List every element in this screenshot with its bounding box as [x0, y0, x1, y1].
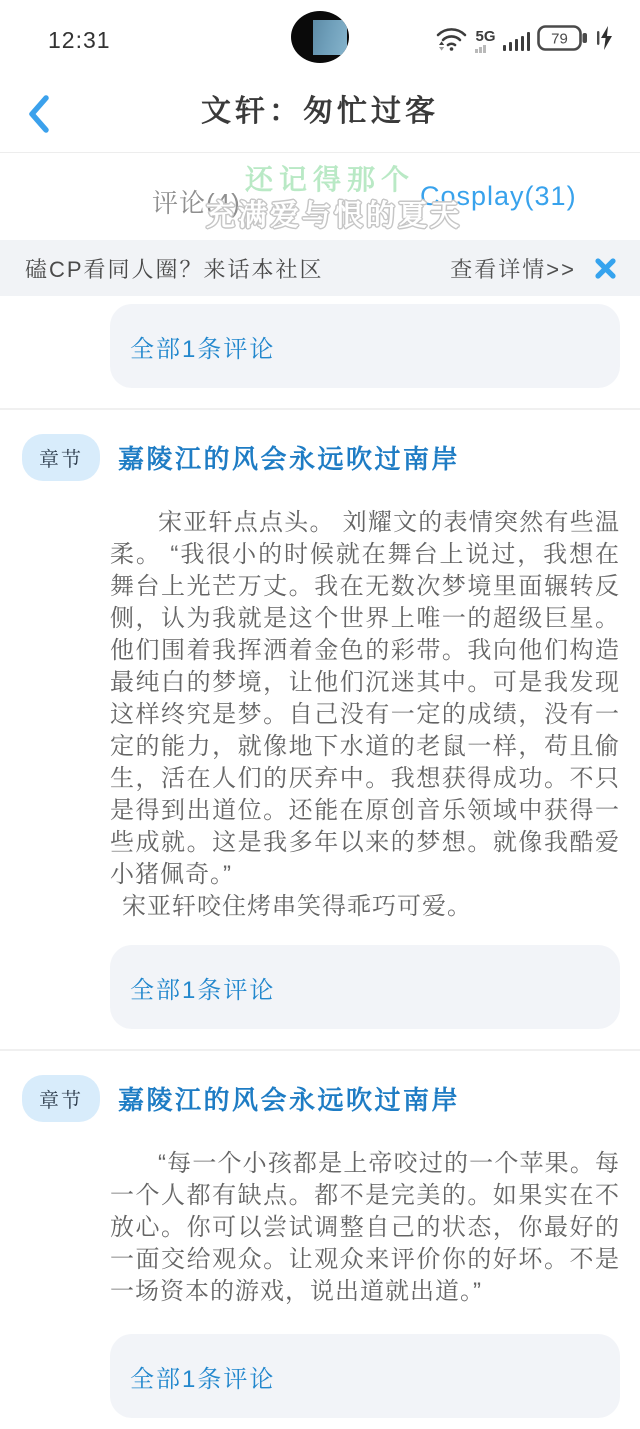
- camera-lens: [313, 20, 347, 55]
- excerpt-paragraph: 宋亚轩咬住烤串笑得乖巧可爱。: [122, 893, 472, 920]
- promo-banner: [0, 240, 640, 296]
- tab-comments[interactable]: 评论(4): [152, 188, 241, 218]
- chapter-excerpt: [110, 1148, 620, 1308]
- wifi-icon: [435, 25, 468, 57]
- chapter-title[interactable]: 嘉陵江的风会永远吹过南岸: [118, 444, 461, 474]
- chapter-section: [0, 1075, 640, 1418]
- app-header: [0, 75, 640, 153]
- camera-cutout: [291, 11, 349, 63]
- page-title: 文轩：匆忙过客: [201, 95, 439, 128]
- all-comments-button[interactable]: [110, 945, 620, 1029]
- network-indicator: 5G: [475, 29, 495, 53]
- chapter-badge: 章节: [22, 1075, 100, 1122]
- chapter-excerpt: [110, 507, 620, 923]
- back-button[interactable]: [26, 93, 56, 135]
- sim2-signal-icon: [475, 45, 486, 53]
- promo-text: 磕CP看同人圈？来话本社区: [25, 256, 324, 282]
- all-comments-button[interactable]: [110, 1334, 620, 1418]
- excerpt-paragraph: “每一个小孩都是上帝咬过的一个苹果。每一个人都有缺点。都不是完美的。如果实在不放心。你可以尝试调整自己的状态，你最好的一面交给观众。让观众来评价你的好坏。不是一场资本的游戏，说出道就出道。”: [110, 1150, 620, 1305]
- close-icon[interactable]: [594, 256, 618, 280]
- comment-label: 全部1条评论: [130, 335, 276, 363]
- tab-cosplay[interactable]: Cosplay(31): [420, 181, 577, 211]
- section-divider: [0, 1049, 640, 1051]
- battery-percent: 79: [551, 30, 568, 48]
- excerpt-paragraph: 宋亚轩点点头。 刘耀文的表情突然有些温柔。 “我很小的时候就在舞台上说过，我想在舞台上光芒万丈。我在无数次梦境里面辗转反侧，认为我就是这个世界上唯一的超级巨星。他们围着我挥洒着金色的彩带。我向他们构造最纯白的梦境，让他们沉迷其中。可是我发现这样终究是梦。自己没有一定的成绩，没有一定的能力，就像地下水道的老鼠一样，苟且偷生，活在人们的厌弃中。我想获得成功。不只是得到出道位。还能在原创音乐领域中获得一些成就。这是我多年以来的梦想。就像我酷爱小猪佩奇。”: [110, 509, 620, 888]
- section-divider: [0, 408, 640, 410]
- comment-label: 全部1条评论: [130, 1365, 276, 1393]
- clock: 12:31: [48, 27, 111, 53]
- watermark-line1: 还记得那个: [245, 164, 416, 195]
- comment-label: 全部1条评论: [130, 976, 276, 1004]
- battery-icon: [537, 23, 589, 58]
- charging-bolt-icon: [596, 25, 614, 56]
- tab-bar: [0, 153, 640, 240]
- all-comments-button[interactable]: [110, 304, 620, 388]
- chapter-section: [0, 434, 640, 1029]
- promo-detail-link[interactable]: 查看详情>>: [450, 256, 576, 282]
- watermark-line2: 充满爱与恨的夏天: [206, 200, 463, 232]
- chapter-title[interactable]: 嘉陵江的风会永远吹过南岸: [118, 1085, 461, 1115]
- status-bar: [0, 0, 640, 75]
- chapter-badge: 章节: [22, 434, 100, 481]
- signal-bars-icon: [503, 31, 531, 51]
